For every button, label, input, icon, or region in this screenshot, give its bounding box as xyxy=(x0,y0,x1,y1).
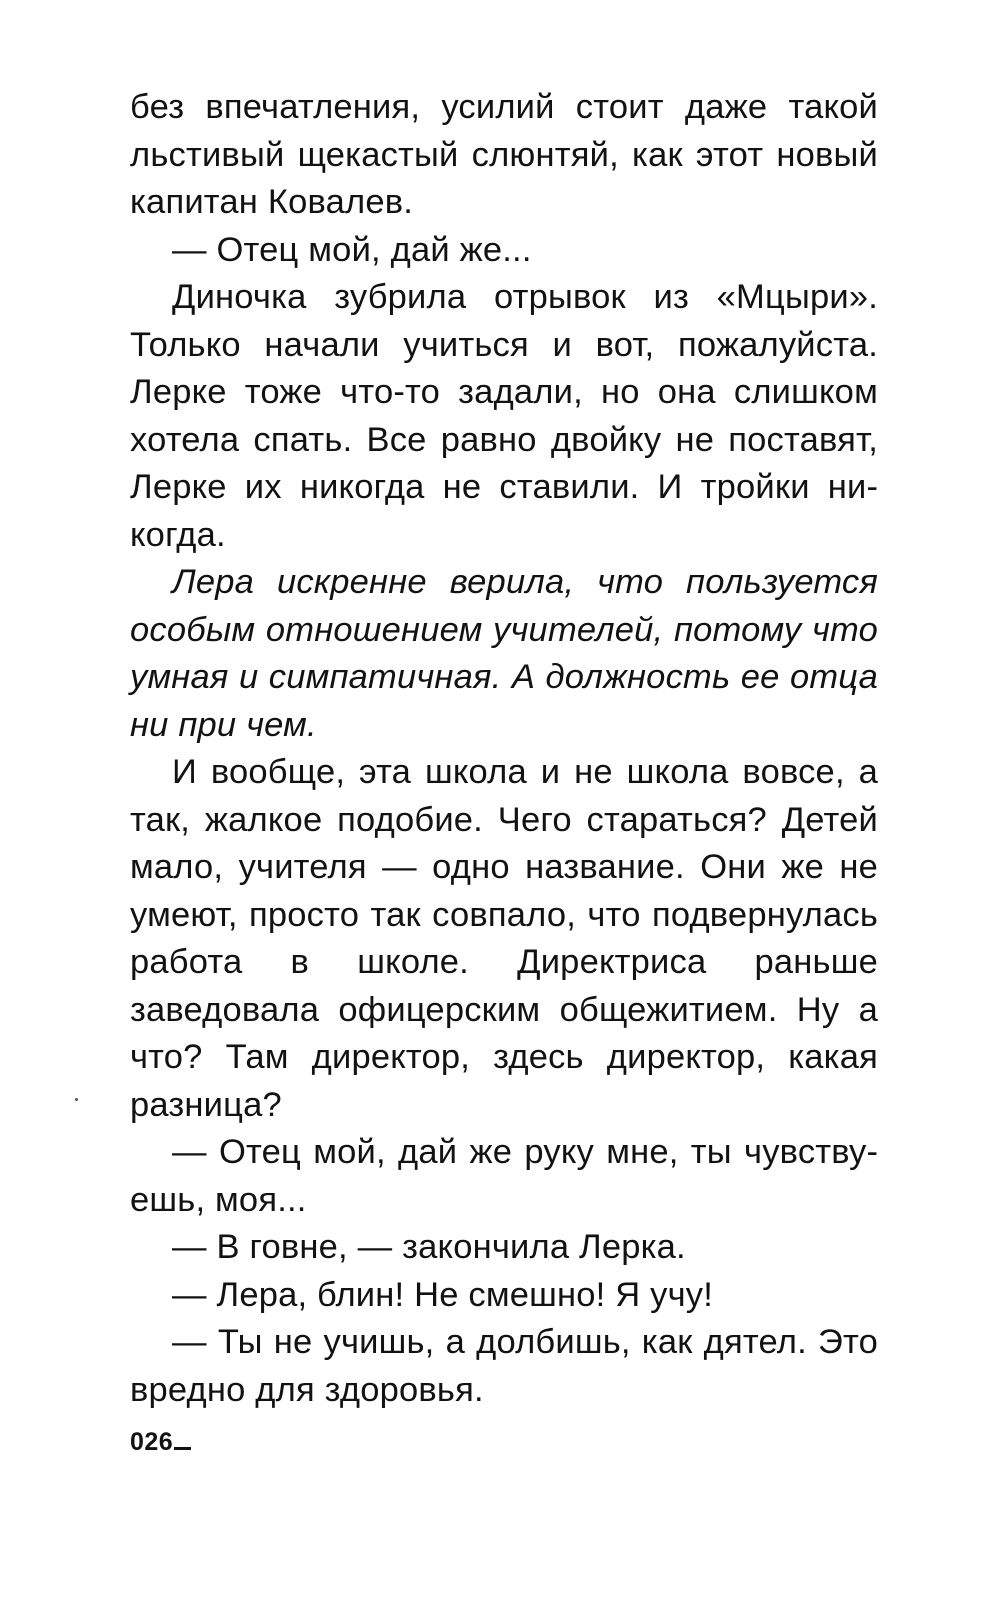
paragraph-italic-thought: Лера искренне верила, что пользуется особым отношением учителей, потому что умная и симпатичная. А должность ее отца ни при чем. xyxy=(130,563,878,744)
page-number-text: 026 xyxy=(130,1428,174,1456)
paragraph-continuation: без впечатления, усилий стоит даже такой льстивый щекастый слюнтяй, как этот новый капитан Ковалев. xyxy=(130,88,878,221)
scan-speck xyxy=(75,1098,78,1101)
paragraph-school: И вообще, эта школа и не школа вовсе, а так, жалкое подобие. Чего стараться? Детей мало, учителя — одно название. Они же не умеют, просто так совпало, что подвернулась работа в школе. Директриса раньше заведовала офицерским общежитием. Ну а что? Там директор, здесь директор, какая разница? xyxy=(130,753,878,1124)
paragraph-dinochka: Диночка зубрила отрывок из «Мцыри». Только начали учиться и вот, пожалуйста. Лерке тоже что-то задали, но она слишком хотела спать. Все равно двойку не поставят, Лерке их никогда не ставили. И тройки никогда. xyxy=(130,278,878,554)
paragraph-dialogue-quote: — Отец мой, дай же... xyxy=(172,230,532,269)
paragraph-dialogue-lera: — Лера, блин! Не смешно! Я учу! xyxy=(172,1275,713,1314)
page-number xyxy=(130,1428,191,1457)
paragraph-dialogue-recital: — Отец мой, дай же руку мне, ты чувствуешь, моя... xyxy=(130,1133,878,1219)
paragraph-dialogue-woodpecker: — Ты не учишь, а долбишь, как дятел. Это вредно для здоровья. xyxy=(130,1323,878,1409)
body-text xyxy=(130,84,878,1414)
paragraph-dialogue-lerka: — В говне, — закончила Лерка. xyxy=(172,1228,686,1266)
page-number-underscore xyxy=(174,1447,191,1450)
